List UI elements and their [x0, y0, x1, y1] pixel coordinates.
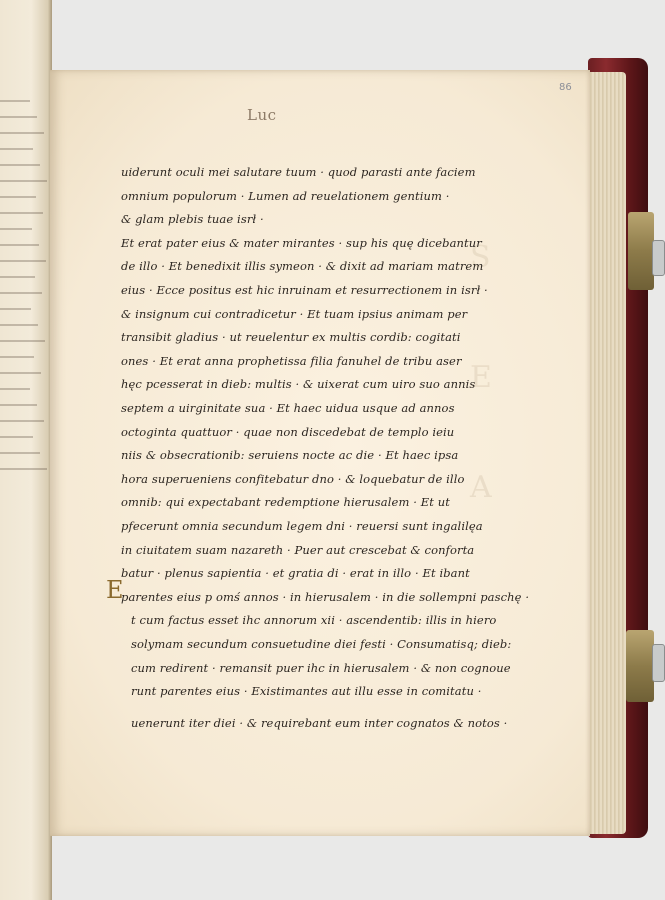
left-page-line — [0, 324, 38, 326]
left-page-line — [0, 340, 45, 342]
left-page-line — [0, 260, 46, 262]
show-through-mark: E — [470, 360, 492, 395]
bottom-clasp — [626, 630, 654, 702]
left-page-text-block — [0, 100, 48, 484]
left-page-line — [0, 212, 43, 214]
left-page-line — [0, 372, 41, 374]
text-line: & glam plebis tuae isrł · — [121, 212, 264, 227]
left-page-line — [0, 196, 36, 198]
left-page-line — [0, 148, 33, 150]
left-page-line — [0, 228, 32, 230]
running-head: Luc — [247, 106, 277, 124]
text-line: eius · Ecce positus est hic inruinam et resurrectionem in isrł · — [121, 283, 488, 297]
text-line: octoginta quattuor · quae non discedebat de templo ieiu — [121, 424, 455, 439]
text-line: omnium populorum · Lumen ad reuelationem gentium · — [121, 188, 450, 203]
text-line: solymam secundum consuetudine diei festi · Consumatisq; dieb: — [131, 637, 512, 651]
left-page-line — [0, 468, 47, 470]
show-through-mark: A — [470, 470, 492, 505]
left-page-line — [0, 388, 30, 390]
text-line: ones · Et erat anna prophetissa filia fanuhel de tribu aser — [121, 353, 462, 368]
text-line: septem a uirginitate sua · Et haec uidua usque ad annos — [121, 401, 455, 415]
text-line: & insignum cui contradicetur · Et tuam ipsius animam per — [121, 306, 468, 321]
decorated-initial: E — [106, 576, 124, 604]
text-line: t cum factus esset ihc annorum xii · ascendentib: illis in hiero — [131, 613, 497, 628]
text-line: hora superueniens confitebatur dno · & loquebatur de illo — [121, 471, 465, 486]
text-line: pfecerunt omnia secundum legem dni · reuersi sunt ingalilęa — [121, 519, 483, 533]
text-line: hęc pcesserat in dieb: multis · & uixerat cum uiro suo annis — [121, 377, 476, 392]
text-line: cum redirent · remansit puer ihc in hierusalem · & non cognoue — [131, 660, 511, 675]
left-facing-page — [0, 0, 52, 900]
text-line: Et erat pater eius & mater mirantes · sup his quę dicebantur — [121, 235, 482, 250]
left-page-line — [0, 292, 42, 294]
text-line: parentes eius p omś annos · in hierusalem · in die sollempni paschę · — [121, 589, 530, 604]
left-page-line — [0, 276, 35, 278]
left-page-line — [0, 164, 40, 166]
left-page-line — [0, 436, 33, 438]
left-page-line — [0, 180, 47, 182]
text-line: uiderunt oculi mei salutare tuum · quod parasti ante faciem — [121, 165, 476, 179]
left-page-line — [0, 116, 37, 118]
left-page-line — [0, 244, 39, 246]
left-page-line — [0, 420, 44, 422]
top-clasp-pin — [652, 240, 665, 276]
top-clasp — [628, 212, 654, 290]
text-line: de illo · Et benedixit illis symeon · & dixit ad mariam matrem — [121, 259, 484, 274]
text-line: runt parentes eius · Existimantes aut illu esse in comitatu · — [131, 684, 482, 699]
left-page-line — [0, 452, 40, 454]
text-line: transibit gladius · ut reuelentur ex multis cordib: cogitati — [121, 330, 461, 345]
left-page-line — [0, 356, 34, 358]
left-page-line — [0, 132, 44, 134]
folio-number: 86 — [559, 82, 572, 93]
page-edges — [588, 72, 626, 834]
show-through-mark: S — [470, 240, 491, 275]
text-line: batur · plenus sapientia · et gratia di · erat in illo · Et ibant — [121, 566, 470, 581]
text-line: in ciuitatem suam nazareth · Puer aut crescebat & conforta — [121, 542, 475, 557]
left-page-line — [0, 308, 31, 310]
text-line: omnib: qui expectabant redemptione hierusalem · Et ut — [121, 495, 450, 510]
left-page-line — [0, 404, 37, 406]
text-line: uenerunt iter diei · & requirebant eum inter cognatos & notos · — [131, 715, 508, 730]
text-line: niis & obsecrationib: seruiens nocte ac die · Et haec ipsa — [121, 448, 459, 463]
left-page-line — [0, 100, 30, 102]
bottom-clasp-pin — [652, 644, 665, 682]
